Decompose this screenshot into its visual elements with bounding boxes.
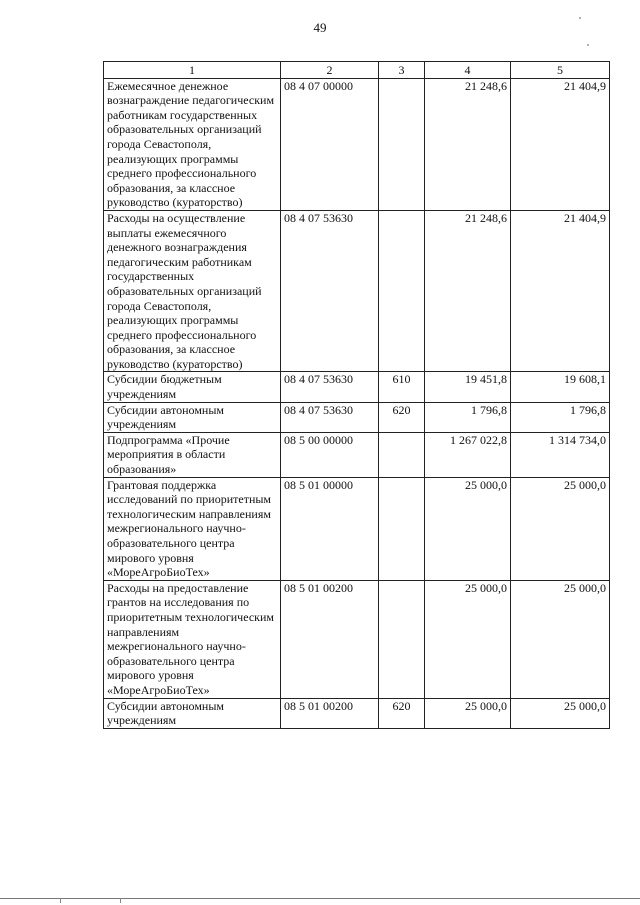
row-value-1: 25 000,0	[425, 580, 511, 698]
table-row	[104, 580, 610, 698]
row-name: Субсидии бюджетным учреждениям	[104, 372, 281, 402]
scan-dust-dot	[587, 44, 589, 46]
row-value-2: 21 404,9	[511, 78, 610, 210]
column-header-3: 3	[379, 62, 425, 79]
row-expense-type: 610	[379, 372, 425, 402]
row-value-1: 19 451,8	[425, 372, 511, 402]
row-expense-type: 620	[379, 698, 425, 728]
scan-edge-tick	[60, 898, 61, 903]
row-expense-type	[379, 210, 425, 372]
row-value-1: 21 248,6	[425, 78, 511, 210]
table-body	[104, 78, 610, 728]
row-expense-type	[379, 580, 425, 698]
scan-dust-dot	[579, 17, 581, 19]
row-value-1: 25 000,0	[425, 477, 511, 580]
row-code: 08 4 07 53630	[281, 372, 379, 402]
table-row	[104, 210, 610, 372]
row-value-2: 19 608,1	[511, 372, 610, 402]
row-name: Подпрограмма «Прочие мероприятия в области образования»	[104, 432, 281, 477]
row-value-2: 25 000,0	[511, 477, 610, 580]
row-expense-type: 620	[379, 402, 425, 432]
row-name: Субсидии автономным учреждениям	[104, 402, 281, 432]
row-code: 08 5 01 00000	[281, 477, 379, 580]
row-value-2: 25 000,0	[511, 698, 610, 728]
row-expense-type	[379, 78, 425, 210]
table-row	[104, 78, 610, 210]
row-value-1: 1 796,8	[425, 402, 511, 432]
row-value-1: 1 267 022,8	[425, 432, 511, 477]
header-row	[104, 62, 610, 79]
table-row	[104, 372, 610, 402]
table-row	[104, 402, 610, 432]
table-header	[104, 62, 610, 79]
row-code: 08 4 07 53630	[281, 210, 379, 372]
column-header-1: 1	[104, 62, 281, 79]
column-header-5: 5	[511, 62, 610, 79]
row-code: 08 5 01 00200	[281, 698, 379, 728]
row-code: 08 5 01 00200	[281, 580, 379, 698]
scan-edge-tick	[120, 898, 121, 903]
row-name: Расходы на предоставление грантов на исследования по приоритетным технологическим направлениям межрегионального научно-образовательного центра мирового уровня «МореАгроБиоТех»	[104, 580, 281, 698]
row-value-2: 25 000,0	[511, 580, 610, 698]
row-code: 08 4 07 00000	[281, 78, 379, 210]
row-name: Субсидии автономным учреждениям	[104, 698, 281, 728]
row-code: 08 5 00 00000	[281, 432, 379, 477]
row-code: 08 4 07 53630	[281, 402, 379, 432]
table-row	[104, 698, 610, 728]
row-name: Расходы на осуществление выплаты ежемесячного денежного вознаграждения педагогическим работникам государственных образовательных организаций города Севастополя, реализующих программы среднего профессионального образования, за классное руководство (кураторство)	[104, 210, 281, 372]
column-header-4: 4	[425, 62, 511, 79]
row-value-1: 21 248,6	[425, 210, 511, 372]
budget-table	[103, 61, 610, 729]
row-value-2: 1 796,8	[511, 402, 610, 432]
table-row	[104, 432, 610, 477]
row-value-2: 1 314 734,0	[511, 432, 610, 477]
page-number: 49	[313, 20, 327, 35]
row-name: Грантовая поддержка исследований по приоритетным технологическим направлениям межрегионального научно-образовательного центра мирового уровня «МореАгроБиоТех»	[104, 477, 281, 580]
row-value-2: 21 404,9	[511, 210, 610, 372]
table-row	[104, 477, 610, 580]
column-header-2: 2	[281, 62, 379, 79]
row-expense-type	[379, 432, 425, 477]
row-name: Ежемесячное денежное вознаграждение педагогическим работникам государственных образовательных организаций города Севастополя, реализующих программы среднего профессионального образования, за классное руководство (кураторство)	[104, 78, 281, 210]
row-value-1: 25 000,0	[425, 698, 511, 728]
row-expense-type	[379, 477, 425, 580]
scan-edge-line	[0, 898, 640, 899]
